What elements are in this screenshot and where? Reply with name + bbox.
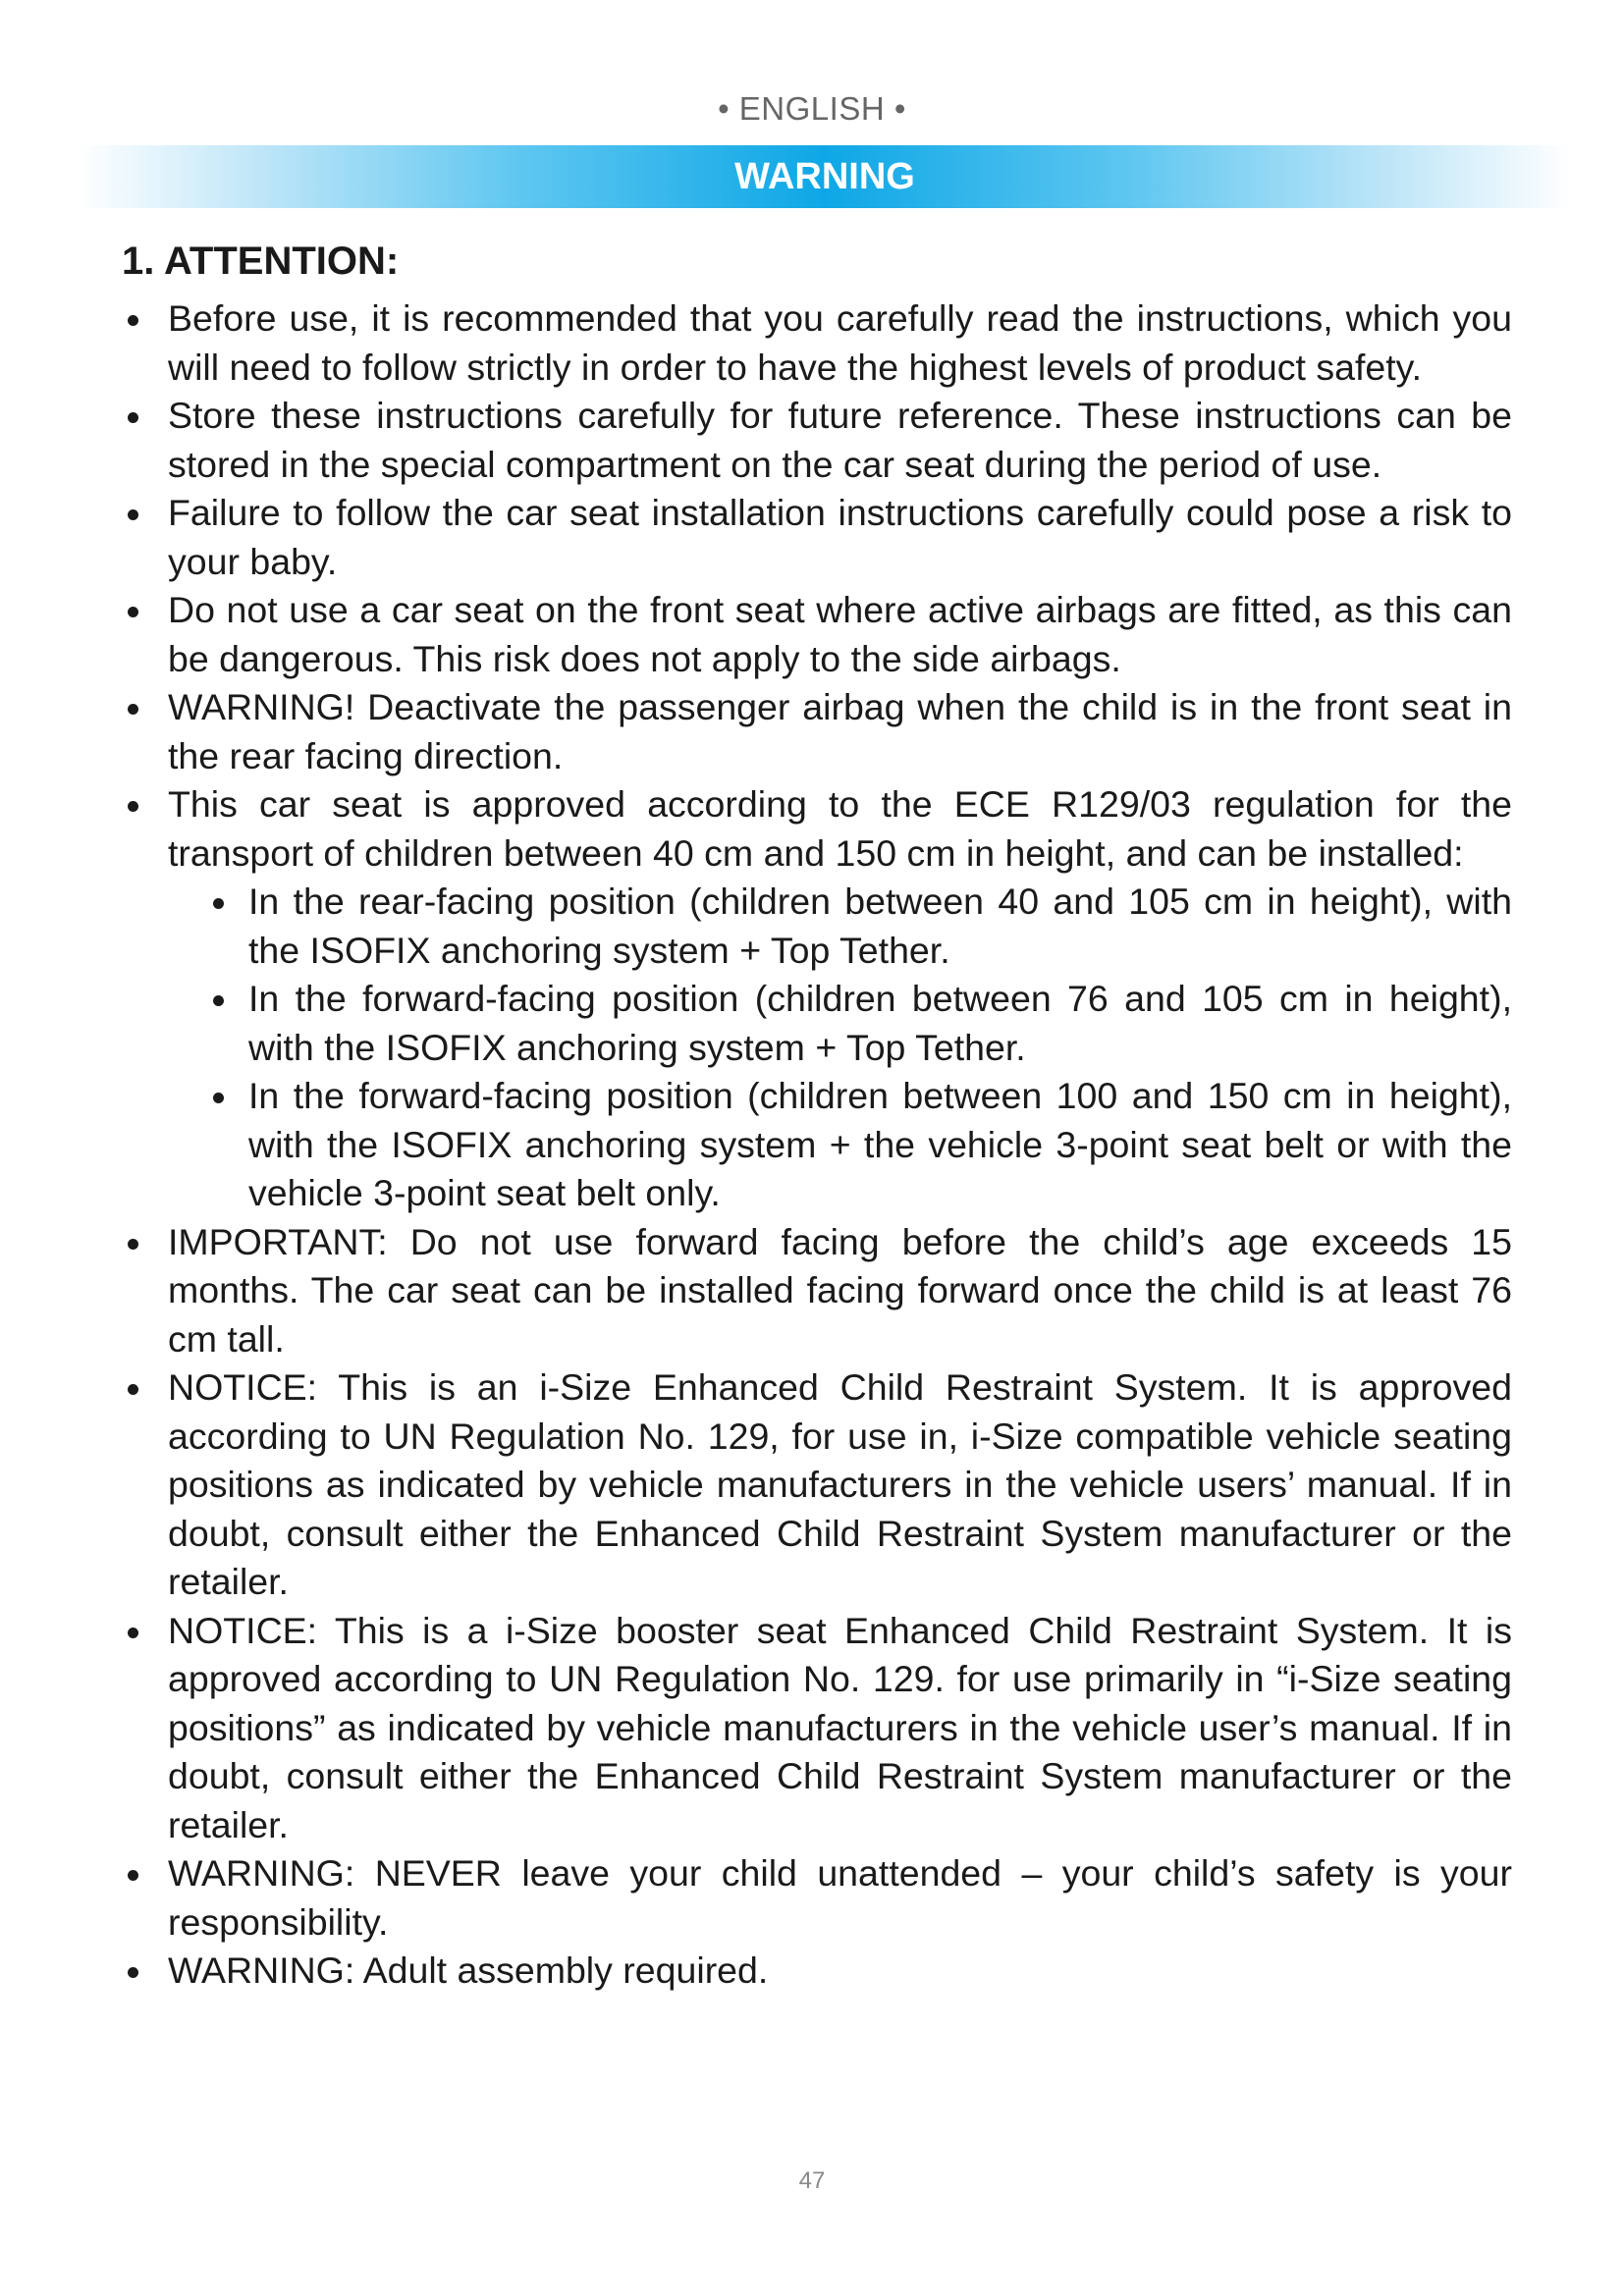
installation-sublist — [168, 878, 1512, 1218]
list-item: WARNING: NEVER leave your child unattended – your child’s safety is your responsibility. — [122, 1849, 1512, 1947]
list-item: NOTICE: This is a i-Size booster seat Enhanced Child Restraint System. It is approved according to UN Regulation No. 129. for use primarily in “i-Size seating positions” as indicated by vehicle manufacturers in the vehicle user’s manual. If in doubt, consult either the Enhanced Child Restraint System manufacturer or the retailer. — [122, 1607, 1512, 1850]
sublist-item: In the rear-facing position (children between 40 and 105 cm in height), with the ISOFIX anchoring system + Top Tether. — [207, 878, 1512, 975]
list-item-installation — [122, 780, 1512, 1218]
list-item: Failure to follow the car seat installation instructions carefully could pose a risk to your baby. — [122, 489, 1512, 586]
list-item: Before use, it is recommended that you carefully read the instructions, which you will need to follow strictly in order to have the highest levels of product safety. — [122, 294, 1512, 392]
list-item: Do not use a car seat on the front seat where active airbags are fitted, as this can be dangerous. This risk does not apply to the side airbags. — [122, 586, 1512, 683]
sublist-item: In the forward-facing position (children between 76 and 105 cm in height), with the ISOFIX anchoring system + Top Tether. — [207, 975, 1512, 1072]
list-item: WARNING: Adult assembly required. — [122, 1947, 1512, 1996]
attention-list — [122, 294, 1512, 1996]
warning-banner-title: WARNING — [734, 156, 915, 197]
list-item: Store these instructions carefully for future reference. These instructions can be stored in the special compartment on the car seat during the period of use. — [122, 392, 1512, 489]
page-number: 47 — [798, 2167, 826, 2194]
list-item: IMPORTANT: Do not use forward facing before the child’s age exceeds 15 months. The car seat can be installed facing forward once the child is at least 76 cm tall. — [122, 1218, 1512, 1364]
section-heading: 1. ATTENTION: — [122, 240, 400, 283]
language-label: • ENGLISH • — [718, 90, 906, 127]
list-item: NOTICE: This is an i-Size Enhanced Child Restraint System. It is approved according to UN Regulation No. 129, for use in, i-Size compatible vehicle seating positions as indicated by vehicle manufacturers in the vehicle users’ manual. If in doubt, consult either the Enhanced Child Restraint System manufacturer or the retailer. — [122, 1363, 1512, 1607]
sublist-item: In the forward-facing position (children between 100 and 150 cm in height), with the ISOFIX anchoring system + the vehicle 3-point seat belt or with the vehicle 3-point seat belt only. — [207, 1072, 1512, 1218]
list-item: WARNING! Deactivate the passenger airbag when the child is in the front seat in the rear facing direction. — [122, 683, 1512, 780]
warning-banner — [79, 145, 1571, 208]
list-item-text: This car seat is approved according to the ECE R129/03 regulation for the transport of children between 40 cm and 150 cm in height, and can be installed: — [168, 783, 1512, 874]
